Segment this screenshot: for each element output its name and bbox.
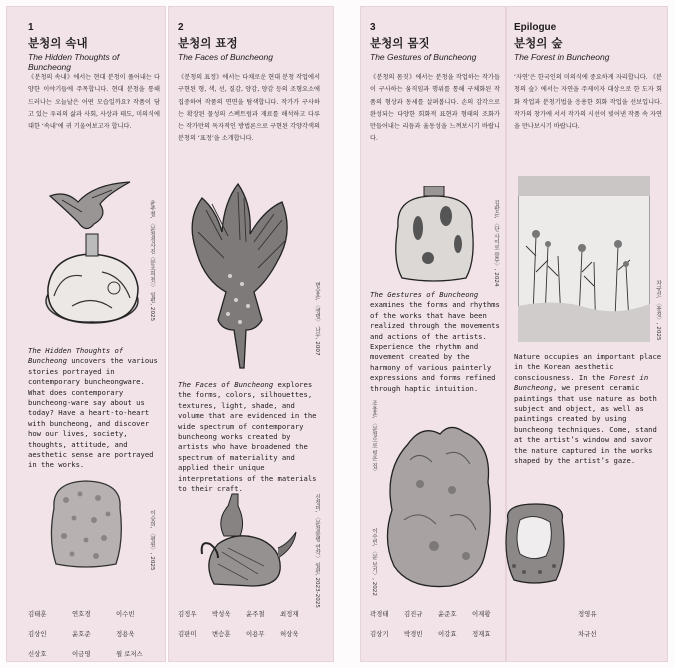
artist-name: 윤준호 bbox=[438, 610, 457, 618]
artwork-tree-sculpture bbox=[182, 180, 300, 370]
body-en-pre: Nature occupies an important place in the Korean aesthetic consciousness. In the bbox=[514, 352, 662, 382]
section-title-ko: 분청의 속내 bbox=[28, 36, 88, 50]
artist-name: 이강효 bbox=[438, 630, 457, 638]
artist-name: 김상인 bbox=[28, 630, 47, 638]
section-2-body-en bbox=[178, 380, 318, 494]
artist-name: 박경빈 bbox=[404, 630, 423, 638]
artist-name: 김상기 bbox=[370, 630, 389, 638]
section-title-ko: 분청의 몸짓 bbox=[370, 36, 430, 50]
body-ko-text: ‘자연’은 한국인의 미의식에 중요하게 자리합니다. 《분청의 숲》에서는 자연을 주제이자 대상으로 한 도자 회화 작업과 분청기법을 응용한 회화 작업을 선보입니다. 작가의 창가에 서서 작가의 시선이 빚어낸 작품 속 자연을 만나보시기 바랍니다. bbox=[514, 74, 662, 131]
artist-name: 김판미 bbox=[178, 630, 197, 638]
artist-name: 차규선 bbox=[578, 630, 597, 638]
section-3-body-en bbox=[370, 290, 502, 394]
artwork-caption: 이수빈, 〈분 보기〉, 2022 bbox=[371, 528, 377, 596]
artwork-caption: 신정미, 〈분청물병 연작〉 일편, 2023-2025 bbox=[314, 494, 320, 608]
section-number: 1 bbox=[28, 22, 34, 33]
artist-name: 정재효 bbox=[472, 630, 491, 638]
section-title-en: The Forest in Buncheong bbox=[514, 52, 610, 62]
artwork-bird-jar bbox=[42, 176, 142, 326]
body-ko-text: 《분청의 몸짓》에서는 분청을 작업하는 작가들이 구사하는 움직임과 행위를 통해 구체화된 작품의 형상과 동세를 살펴봅니다. 손의 감각으로 완성되는 다양한 회화적 표현과 형태의 조화가 만들어내는 리듬과 율동성을 느껴보시기 바랍니다. bbox=[370, 74, 500, 143]
section-title-en: The Hidden Thoughts of Buncheong bbox=[28, 52, 120, 72]
body-en-title: The Hidden Thoughts of Buncheong bbox=[28, 346, 124, 366]
artist-name: 이금영 bbox=[72, 650, 91, 658]
artist-name: 윤호준 bbox=[72, 630, 91, 638]
artist-name: 연호경 bbox=[72, 610, 91, 618]
section-2-body-ko bbox=[178, 72, 320, 146]
section-1-header bbox=[28, 22, 160, 72]
artist-name: 허상욱 bbox=[280, 630, 299, 638]
body-ko-text: 《분청의 표정》에서는 다채로운 현대 분청 작업에서 구현된 형, 색, 선, 질감, 양감, 양감 등의 조형요소에 집중하여 작품의 면면을 탐색합니다. 작가가 구사하는 확장된 물성의 스펙트럼과 재료를 해석하고 다루는 작가만의 독자적인 방법론으로 구현된 각양각색의 분청의 ‘표정’을 소개합니다. bbox=[178, 74, 320, 143]
artist-name: 김정우 bbox=[178, 610, 197, 618]
body-en-text: , we present ceramic paintings that use nature as both subject and object, as well as paintings created by using buncheong techniques. Come, stand at the artist’s window and savor the nature captured in the works shaped by the artist’s gaze. bbox=[514, 383, 657, 466]
artist-name: 곽경태 bbox=[370, 610, 389, 618]
artist-list bbox=[370, 604, 510, 644]
artist-name: 정용욱 bbox=[116, 630, 135, 638]
section-title-ko: 분청의 표정 bbox=[178, 36, 238, 50]
section-number: 3 bbox=[370, 22, 376, 33]
body-en-title: The Faces of Buncheong bbox=[178, 380, 274, 389]
artwork-flask bbox=[388, 186, 480, 284]
artist-name: 이용무 bbox=[246, 630, 265, 638]
epilogue-header bbox=[514, 22, 662, 62]
epilogue-body-en bbox=[514, 352, 662, 466]
section-title-ko: 분청의 숲 bbox=[514, 36, 563, 50]
artist-name: 윤주철 bbox=[246, 610, 265, 618]
body-en-title: The Gestures of Buncheong bbox=[370, 290, 479, 299]
artwork-large-sculpture bbox=[380, 420, 496, 592]
section-3-body-ko bbox=[370, 72, 500, 146]
artist-name: 변승훈 bbox=[212, 630, 231, 638]
section-title-en: The Faces of Buncheong bbox=[178, 52, 273, 62]
artist-list bbox=[28, 604, 160, 664]
artwork-caption: 변승훈, 〈생명〉 나무, 2007 bbox=[314, 282, 320, 356]
section-2-header bbox=[178, 22, 320, 62]
body-en-title: Forest in Buncheong bbox=[514, 372, 649, 393]
artist-name: 윌 로저스 bbox=[116, 650, 143, 658]
artist-name: 박성욱 bbox=[212, 610, 231, 618]
body-ko-text: 《분청의 속내》에서는 현대 분청이 풀어내는 다양한 이야기들에 주목합니다. 현대 분청을 통해 드러나는 오늘날은 어떤 모습일까요? 작품이 담고 있는 우리의 삶과 사회, 사상과 태도, 미의식에 대한 ‘속내’에 귀 기울여보고자 합니다. bbox=[28, 74, 160, 131]
artwork-caption: 이승희, 〈평원〉, 2025 bbox=[149, 510, 155, 571]
artwork-window-vessel bbox=[500, 500, 570, 586]
artwork-caption: 김판순, 〈단 사이로 블루〉, 2024 bbox=[493, 200, 499, 287]
artist-list bbox=[578, 604, 638, 644]
artist-name: 김진규 bbox=[404, 610, 423, 618]
artist-name: 이수빈 bbox=[116, 610, 135, 618]
body-en-text: uncovers the various stories portrayed in contemporary buncheongware. What does contemporary buncheong-ware say about us today? Have a heart-to-heart with buncheong, and discover how our lives, society, thoughts, attitude, and aesthetic sense are portrayed in the works. bbox=[28, 356, 158, 470]
section-title-en: The Gestures of Buncheong bbox=[370, 52, 477, 62]
artwork-textured-vessel bbox=[46, 478, 126, 570]
artist-list bbox=[178, 604, 318, 644]
artwork-caption: 조용훈, 〈분청으로 빚은 집〉 bbox=[371, 400, 377, 475]
section-number: 2 bbox=[178, 22, 184, 33]
section-3-header bbox=[370, 22, 500, 62]
body-en-text: explores the forms, colors, silhouettes, textures, light, shade, and volume that are evidenced in the wide spectrum of contemporary buncheong works created by artists who have broadened the spectrum of materiality and applied their unique interpretations of the materials to their craft. bbox=[178, 380, 317, 494]
section-1-body-en bbox=[28, 346, 160, 471]
artist-name: 신상호 bbox=[28, 650, 47, 658]
artist-name: 이재황 bbox=[472, 610, 491, 618]
artist-name: 최정재 bbox=[280, 610, 299, 618]
artwork-forest-painting bbox=[518, 176, 650, 342]
artwork-caption: 윤주철, 〈분청정사진〈분조희천〉〉 일편, 2025 bbox=[149, 200, 155, 322]
artist-name: 김태훈 bbox=[28, 610, 47, 618]
epilogue-body-ko bbox=[514, 72, 662, 133]
artwork-teapot bbox=[198, 492, 298, 588]
section-1-body-ko bbox=[28, 72, 160, 133]
section-number: Epilogue bbox=[514, 22, 557, 33]
artwork-caption: 차규선, 〈풍경〉, 2025 bbox=[655, 280, 661, 341]
body-en-text: examines the forms and rhythms of the works that have been realized through the movements and actions of the artists. Experience the rhythm and movement created by the harmony of various painterly expressions and forms refined through haptic intuition. bbox=[370, 300, 500, 393]
artist-name: 정영유 bbox=[578, 610, 597, 618]
